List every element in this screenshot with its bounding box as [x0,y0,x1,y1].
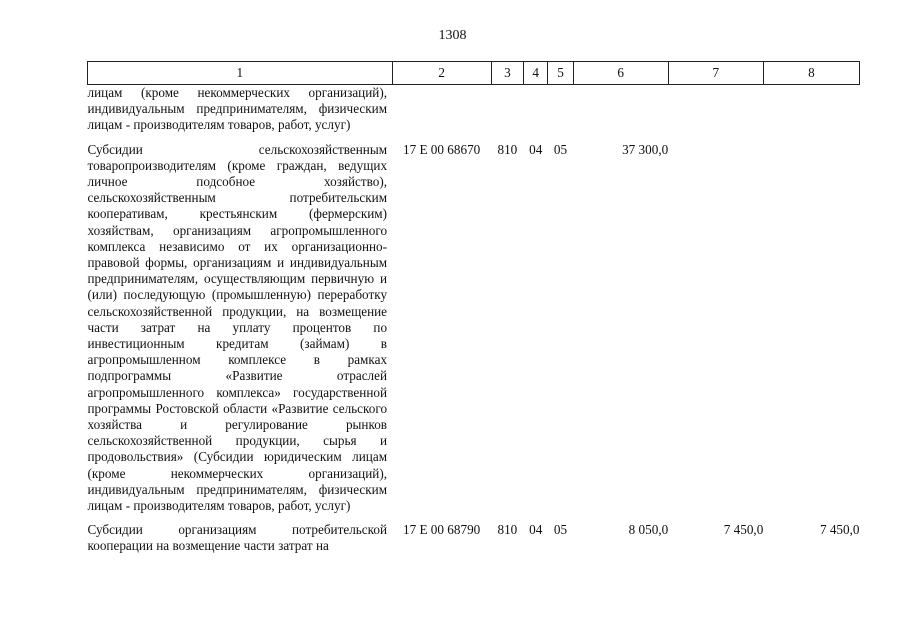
column-header: 8 [763,62,859,85]
amount-col7 [668,85,763,134]
amount-col7 [668,142,763,515]
amount-col8: 7 450,0 [819,522,860,538]
subsection-code: 05 [553,522,568,538]
section-code [524,85,548,134]
section-code: 04 [529,141,543,157]
amount-col8 [763,85,859,134]
expense-type-code: 810 [497,522,518,538]
amount-col6: 8 050,0 [628,522,669,538]
expense-type-code: 810 [497,141,518,157]
column-header: 2 [392,62,491,85]
column-header: 4 [524,62,548,85]
table-row [88,522,860,554]
amount-col8 [763,142,859,515]
amount-col6: 37 300,0 [622,141,669,157]
expense-type-code [491,85,523,134]
table-row [88,85,860,134]
row-description: Субсидии сельскохозяйственным товаропроизводителям (кроме граждан, ведущих личное подсобное хозяйство), сельскохозяйственным потребительским кооперативам, крестьянским (фермерским) хозяйствам, организациям агропромышленного комплекса независимо от их организационно-правовой формы, организациям и индивидуальным предпринимателям, осуществляющим первичную и (или) последующую (промышленную) переработку сельскохозяйственной продукции, на возмещение части затрат на уплату процентов по инвестиционным кредитам (займам) в агропромышленном комплексе в рамках подпрограммы «Развитие отраслей агропромышленного комплекса» государственной программы Ростовской области «Развитие сельского хозяйства и регулирование рынков сельскохозяйственной продукции, сырья и продовольствия» (Субсидии юридическим лицам (кроме некоммерческих организаций), индивидуальным предпринимателям, физическим лицам - производителям товаров, работ, услуг) [87,141,388,514]
amount-col6 [573,85,668,134]
section-code: 04 [529,522,543,538]
column-header: 6 [573,62,668,85]
row-description: Субсидии организациям потребительской кооперации на возмещение части затрат на [87,522,388,554]
table-header [88,62,860,85]
column-header: 5 [548,62,573,85]
target-article-code: 17 Е 00 68670 [402,141,481,157]
column-header: 3 [491,62,523,85]
page-number: 1308 [438,28,467,43]
row-description: лицам (кроме некоммерческих организаций), индивидуальным предпринимателям, физическим лицам - производителям товаров, работ, услуг) [87,85,388,133]
budget-table [87,61,860,555]
column-header: 7 [668,62,763,85]
table-row [88,142,860,515]
subsection-code: 05 [553,141,568,157]
target-article-code [392,85,491,134]
column-header: 1 [88,62,393,85]
amount-col7: 7 450,0 [723,522,764,538]
target-article-code: 17 Е 00 68790 [402,522,481,538]
subsection-code [548,85,573,134]
